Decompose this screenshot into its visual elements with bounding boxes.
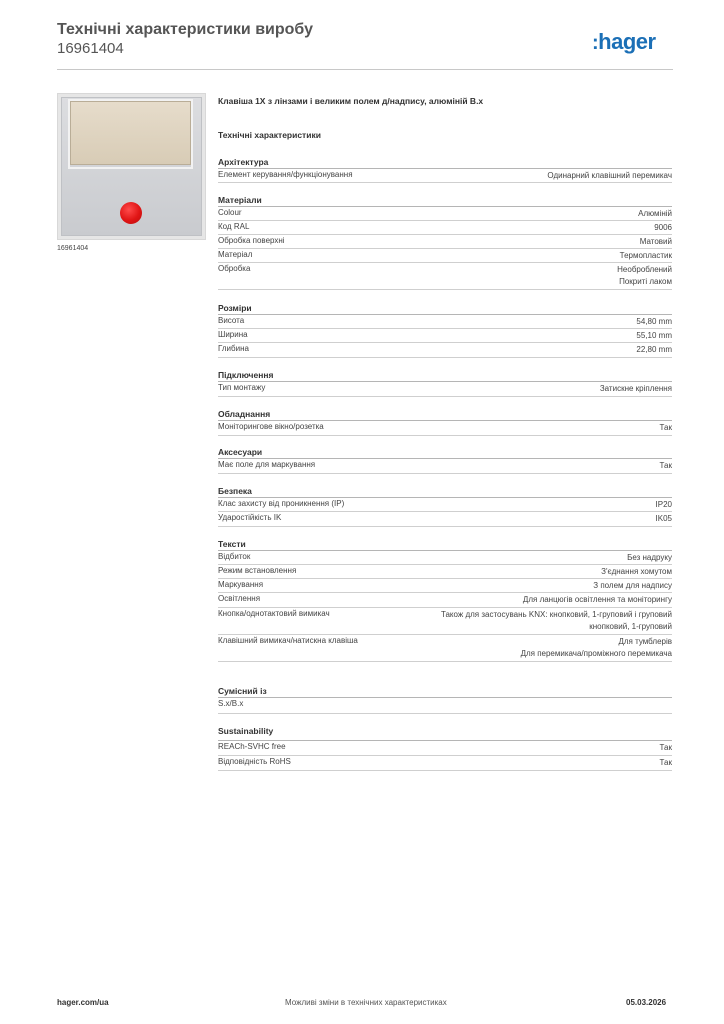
- section-title-safety: Безпека: [218, 486, 252, 496]
- spec-row: [218, 249, 672, 263]
- section-title-sustainability: Sustainability: [218, 726, 274, 736]
- switch-plate: [61, 97, 202, 236]
- spec-row: [218, 207, 672, 221]
- spec-key: Клас захисту від проникнення (IP): [218, 499, 345, 508]
- spec-key: Ударостійкість IK: [218, 513, 282, 522]
- spec-key: Відбиток: [218, 552, 251, 561]
- spec-value: [521, 636, 672, 660]
- spec-row: [218, 235, 672, 249]
- spec-key: Клавішний вимикач/натискна клавіша: [218, 636, 358, 645]
- spec-row: [218, 512, 672, 527]
- spec-value: Матовий: [639, 237, 672, 246]
- spec-value: 54,80 mm: [636, 317, 672, 326]
- spec-row: [218, 221, 672, 235]
- spec-key: Кнопка/однотактовий вимикач: [218, 609, 330, 618]
- spec-row: [218, 263, 672, 290]
- spec-key: Моніторингове вікно/розетка: [218, 422, 324, 431]
- spec-row: [218, 579, 672, 593]
- spec-value-line: Покриті лаком: [619, 277, 672, 286]
- product-code: 16961404: [57, 40, 124, 57]
- spec-value-line: Необроблений: [617, 265, 672, 274]
- spec-key: Освітлення: [218, 594, 261, 603]
- spec-row: [218, 741, 672, 756]
- spec-value: Для ланцюгів освітлення та моніторингу: [522, 595, 672, 604]
- spec-key: Має поле для маркування: [218, 460, 316, 469]
- spec-key: Colour: [218, 208, 242, 217]
- spec-value: Алюміній: [638, 209, 672, 218]
- image-caption: 16961404: [57, 245, 89, 252]
- spec-value-line: Для тумблерів: [618, 637, 672, 646]
- spec-row: [218, 459, 672, 474]
- spec-row: [218, 756, 672, 771]
- spec-value: 9006: [654, 223, 672, 232]
- spec-key: Матеріал: [218, 250, 253, 259]
- document-title: Технічні характеристики виробу: [57, 21, 313, 38]
- tech-heading: Технічні характеристики: [218, 130, 321, 140]
- spec-value: Так: [659, 743, 672, 752]
- spec-key: Код RAL: [218, 222, 250, 231]
- section-title-materials: Матеріали: [218, 195, 262, 205]
- hager-logo: [592, 29, 656, 55]
- logo-colon: :: [592, 32, 599, 54]
- section-title-architecture: Архітектура: [218, 157, 269, 167]
- spec-value: 55,10 mm: [636, 331, 672, 340]
- spec-row: [218, 565, 672, 579]
- spec-row: [218, 593, 672, 608]
- spec-row: [218, 343, 672, 358]
- spec-row: [218, 169, 672, 183]
- spec-row: [218, 635, 672, 662]
- spec-row: [218, 329, 672, 343]
- section-title-equipment: Обладнання: [218, 409, 271, 419]
- spec-row: [218, 551, 672, 565]
- spec-key: S.x/B.x: [218, 699, 244, 708]
- spec-row: [218, 498, 672, 512]
- spec-value: IK05: [655, 514, 672, 523]
- spec-value: З'єднання хомутом: [601, 567, 672, 576]
- spec-value-line: кнопковий, 1-груповий: [589, 622, 672, 631]
- footer-website: hager.com/ua: [57, 998, 109, 1007]
- spec-row: [218, 315, 672, 329]
- product-image: [57, 93, 206, 240]
- footer-disclaimer: Можливі зміни в технічних характеристиках: [285, 998, 447, 1007]
- footer-date: 05.03.2026: [626, 998, 667, 1007]
- spec-key: Режим встановлення: [218, 566, 297, 575]
- section-title-connection: Підключення: [218, 370, 274, 380]
- spec-key: Обробка: [218, 264, 251, 273]
- spec-row: [218, 698, 672, 714]
- product-name: Клавіша 1Х з лінзами і великим полем д/надпису, алюміній B.x: [218, 96, 484, 106]
- spec-value: Затискне кріплення: [599, 384, 672, 393]
- spec-value-line: Також для застосувань KNX: кнопковий, 1-груповий і груповий: [440, 610, 672, 619]
- red-lens: [120, 202, 142, 224]
- spec-value: [617, 264, 672, 288]
- section-title-accessories: Аксесуари: [218, 447, 263, 457]
- section-title-texts: Тексти: [218, 539, 246, 549]
- spec-value-line: Для перемикача/проміжного перемикача: [520, 649, 672, 658]
- spec-key: REACh-SVHC free: [218, 742, 286, 751]
- section-title-dimensions: Розміри: [218, 303, 252, 313]
- spec-key: Тип монтажу: [218, 383, 266, 392]
- spec-row: [218, 382, 672, 397]
- spec-value: [441, 609, 672, 633]
- spec-key: Маркування: [218, 580, 264, 589]
- spec-key: Висота: [218, 316, 245, 325]
- spec-value: З полем для надпису: [593, 581, 672, 590]
- label-field: [70, 101, 191, 165]
- logo-text: hager: [598, 29, 656, 54]
- header-divider: [57, 69, 673, 70]
- spec-row: [218, 608, 672, 635]
- spec-key: Ширина: [218, 330, 248, 339]
- spec-value: Так: [659, 461, 672, 470]
- spec-value: IP20: [655, 500, 672, 509]
- spec-key: Відповідність RoHS: [218, 757, 291, 766]
- spec-value: Так: [659, 423, 672, 432]
- section-title-compatible: Сумісний із: [218, 686, 267, 696]
- spec-value: Одинарний клавішний перемикач: [547, 171, 672, 180]
- spec-value: 22,80 mm: [636, 345, 672, 354]
- spec-key: Елемент керування/функціонування: [218, 170, 353, 179]
- spec-row: [218, 421, 672, 436]
- spec-value: Так: [659, 758, 672, 767]
- spec-value: Термопластик: [619, 251, 672, 260]
- spec-value: Без надруку: [627, 553, 672, 562]
- spec-key: Обробка поверхні: [218, 236, 285, 245]
- spec-key: Глибина: [218, 344, 249, 353]
